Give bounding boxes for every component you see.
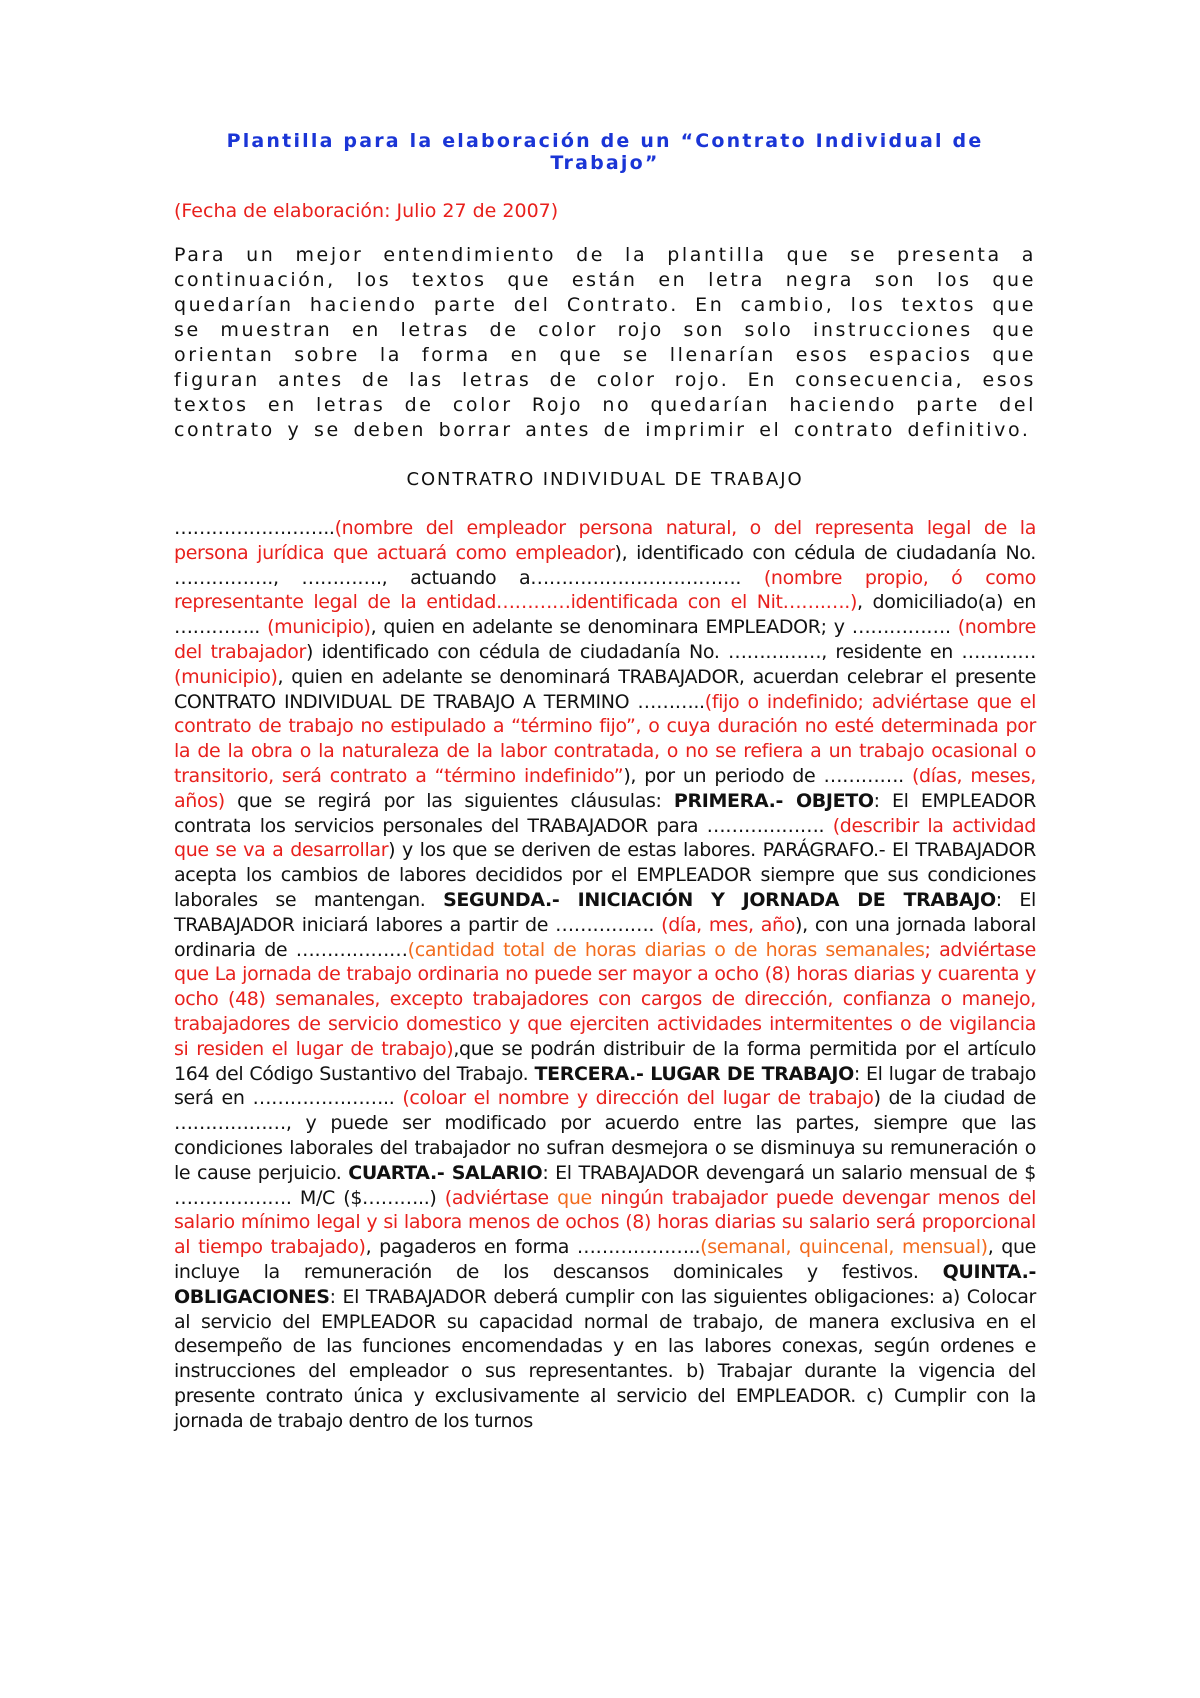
contract-text: , que incluye la remuneración de los descansos dominicales y festivos. [174,1236,1036,1283]
contract-text: , pagaderos en forma ……………….. [365,1236,701,1259]
instruction-text: (coloar el nombre y dirección del lugar de trabajo [402,1087,874,1110]
contract-text: ) de la ciudad de ………………, y puede ser modificado por acuerdo entre las partes, siempre que las condiciones laborales del trabajador no sufran desmejora o se disminuya su remuneración o le cause perjuicio. [174,1087,1036,1184]
contract-text: , quien en adelante se denominara EMPLEADOR; y ……………. [370,616,958,639]
instruction-text: (día, mes, año [661,913,795,936]
clause-title: SEGUNDA.- INICIACIÓN Y JORNADA DE TRABAJO [443,888,996,911]
instruction-text: ; adviértase que La jornada de trabajo ordinaria no puede ser mayor a ocho (8) horas diarias y cuarenta y ocho (48) semanales, excepto trabajadores con cargos de dirección, confianza o manejo, trabajadores de servicio domestico y que ejerciten actividades intermitentes o de vigilancia si residen el lugar de trabajo) [174,938,1036,1060]
contract-text: ) y los que se deriven de estas labores. PARÁGRAFO.- El TRABAJADOR acepta los cambios de labores decididos por el EMPLEADOR siempre que sus condiciones laborales se mantengan. [174,839,1036,911]
instruction-text: (semanal, quincenal, mensual) [700,1236,988,1259]
contract-text: , quien en adelante se denominará TRABAJADOR, acuerdan celebrar el presente CONTRATO INDIVIDUAL DE TRABAJO A TERMINO ……….. [174,665,1036,713]
instruction-text: (nombre del empleador persona natural, o del representa legal de la persona jurídica que actuará como empleador [174,517,1036,564]
contract-heading: CONTRATRO INDIVIDUAL DE TRABAJO [406,469,804,490]
instruction-text: (describir la actividad que se va a desarrollar [174,814,1036,862]
contract-text: : El TRABAJADOR devengará un salario mensual de $ ………………. M/C ($………..) [174,1161,1037,1209]
contract-text: ), por un periodo de …………. [623,764,912,787]
date-note: (Fecha de elaboración: Julio 27 de 2007) [174,200,559,222]
clause-title: TERCERA.- LUGAR DE TRABAJO [534,1062,854,1085]
page-title: Plantilla para la elaboración de un “Contrato Individual de Trabajo” [226,130,984,174]
contract-text: : El TRABAJADOR deberá cumplir con las siguientes obligaciones: a) Colocar al servicio del EMPLEADOR su capacidad normal de trabajo, de manera exclusiva en el desempeño de las funciones encomendadas y en las labores conexas, según ordenes e instrucciones del empleador o sus representantes. b) Trabajar durante la vigencia del presente contrato única y exclusivamente al servicio del EMPLEADOR. c) Cumplir con la jornada de trabajo dentro de los turnos [174,1285,1036,1432]
instruction-text: (adviértase [444,1186,558,1209]
instruction-text: (nombre del trabajador [174,616,1037,663]
contract-body [174,516,1036,1433]
instruction-text: (fijo o indefinido; adviértase que el contrato de trabajo no estipulado a “término fijo”, o cuya duración no esté determinada por la de la obra o la naturaleza de la labor contratada, o no se refiera a un trabajo ocasional o transitorio, será contrato a “término indefinido” [174,690,1036,787]
document-page [174,130,1036,1433]
instruction-text: (cantidad total de horas diarias o de horas semanales [407,938,925,961]
clause-title: CUARTA.- SALARIO [348,1161,543,1184]
instruction-text: ningún trabajador puede devengar menos del salario mínimo legal y si labora menos de ochos (8) horas diarias su salario será proporcional al tiempo trabajado) [174,1186,1036,1259]
contract-text: ) identificado con cédula de ciudadanía No. ……………, residente en ………… [305,640,1037,663]
contract-text: que se regirá por las siguientes cláusulas: [224,789,674,812]
contract-text: ), identificado con cédula de ciudadanía No. ……………., …………., actuando a……………………………. [174,541,1036,589]
instruction-text: (municipio) [174,665,278,688]
instruction-text: (nombre propio, ó como representante legal de la entidad…………identificada con el Nit…….….) [174,566,1036,614]
contract-text: …………………….. [174,517,335,539]
instruction-text: (días, meses, años) [174,764,1036,812]
contract-text: ,que se podrán distribuir de la forma permitida por el artículo 164 del Código Sustantivo del Trabajo. [174,1037,1036,1085]
clause-title: QUINTA.- OBLIGACIONES [174,1260,1036,1308]
clause-title: PRIMERA.- OBJETO [673,789,874,812]
contract-text: : El lugar de trabajo será en ………………….. [174,1062,1036,1110]
contract-text: ), con una jornada laboral ordinaria de ……………… [174,913,1037,961]
contract-text: : El EMPLEADOR contrata los servicios personales del TRABAJADOR para ………………. [174,789,1036,837]
contract-text: : El TRABAJADOR iniciará labores a partir de ……………. [174,888,1036,936]
intro-paragraph: Para un mejor entendimiento de la plantilla que se presenta a continuación, los textos que están en letra negra son los que quedarían haciendo parte del Contrato. En cambio, los textos que se muestran en letras de color rojo son solo instrucciones que orientan sobre la forma en que se llenarían esos espacios que figuran antes de las letras de color rojo. En consecuencia, esos textos en letras de color Rojo no quedarían haciendo parte del contrato y se deben borrar antes de imprimir el contrato definitivo. [174,244,1036,441]
instruction-text: (municipio) [267,616,371,639]
instruction-text: que [557,1186,592,1209]
contract-text: , domiciliado(a) en ………….. [174,591,1036,639]
